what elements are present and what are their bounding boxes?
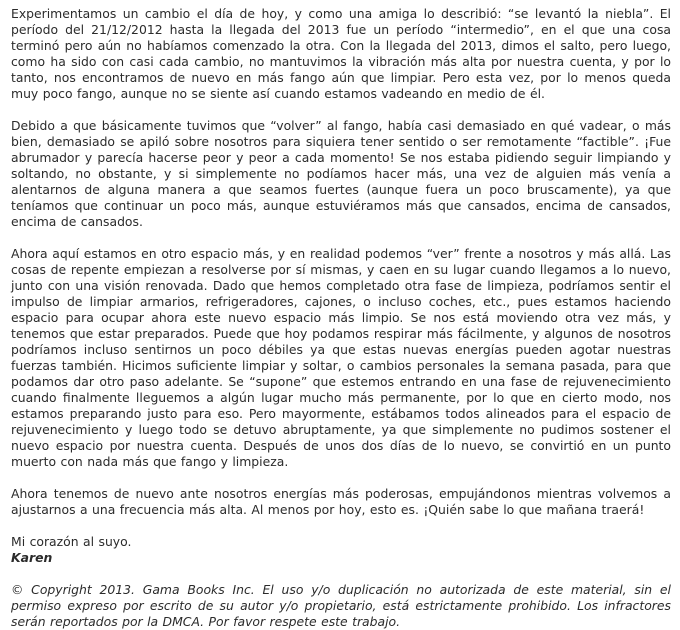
author-name: Karen <box>11 550 53 565</box>
closing-line: Mi corazón al suyo. <box>11 534 132 549</box>
article-body <box>11 6 671 630</box>
signature-block <box>11 534 671 566</box>
paragraph-1: Experimentamos un cambio el día de hoy, y como una amiga lo describió: “se levantó la niebla”. El período del 21/12/2012 hasta la llegada del 2013 fue un período “intermedio”, en el que una cosa terminó pero aún no habíamos comenzado la otra. Con la llegada del 2013, dimos el salto, pero luego, como ha sido con casi cada cambio, no mantuvimos la vibración más alta por nuestra cuenta, y por lo tanto, nos encontramos de nuevo en más fango aún que limpiar. Pero esta vez, por lo menos queda muy poco fango, aunque no se siente así cuando estamos vadeando en medio de él. <box>11 6 671 101</box>
paragraph-4: Ahora tenemos de nuevo ante nosotros energías más poderosas, empujándonos mientras volvemos a ajustarnos a una frecuencia más alta. Al menos por hoy, esto es. ¡Quién sabe lo que mañana traerá! <box>11 486 671 517</box>
paragraph-3: Ahora aquí estamos en otro espacio más, y en realidad podemos “ver” frente a nosotros y más allá. Las cosas de repente empiezan a resolverse por sí mismas, y caen en su lugar cuando llegamos a lo nuevo, junto con una visión renovada. Dado que hemos completado otra fase de limpieza, podríamos sentir el impulso de limpiar armarios, refrigeradores, cajones, o incluso coches, etc., pues estamos haciendo espacio para ocupar ahora este nuevo espacio más limpio. Se nos está moviendo otra vez más, y tenemos que estar preparados. Puede que hoy podamos respirar más fácilmente, y algunos de nosotros podríamos incluso sentirnos un poco débiles ya que estas nuevas energías pueden agotar nuestras fuerzas también. Hicimos suficiente limpiar y soltar, o cambios personales la semana pasada, para que podamos dar otro paso adelante. Se “supone” que estemos entrando en una fase de rejuvenecimiento cuando finalmente lleguemos a algún lugar mucho más permanente, por lo que en cierto modo, nos estamos preparando justo para eso. Pero mayormente, estábamos todos alineados para el espacio de rejuvenecimiento y luego todo se detuvo abruptamente, ya que simplemente no pudimos sostener el nuevo espacio por nuestra cuenta. Después de unos dos días de lo nuevo, se convirtió en un punto muerto con nada más que fango y limpieza. <box>11 246 671 469</box>
copyright-notice: © Copyright 2013. Gama Books Inc. El uso y/o duplicación no autorizada de este material, sin el permiso expreso por escrito de su autor y/o propietario, está estrictamente prohibido. Los infractores serán reportados por la DMCA. Por favor respete este trabajo. <box>11 582 671 629</box>
paragraph-2: Debido a que básicamente tuvimos que “volver” al fango, había casi demasiado en qué vadear, o más bien, demasiado se apiló sobre nosotros para siquiera tener sentido o ser remotamente “factible”. ¡Fue abrumador y parecía hacerse peor y peor a cada momento! Se nos estaba pidiendo seguir limpiando y soltando, no obstante, y si simplemente no podíamos hacer más, una vez de alguien más venía a alentarnos de alguna manera a que seamos fuertes (aunque fuera un poco bruscamente), ya que teníamos que continuar un poco más, aunque estuviéramos más que cansados, encima de cansados, encima de cansados. <box>11 118 671 229</box>
